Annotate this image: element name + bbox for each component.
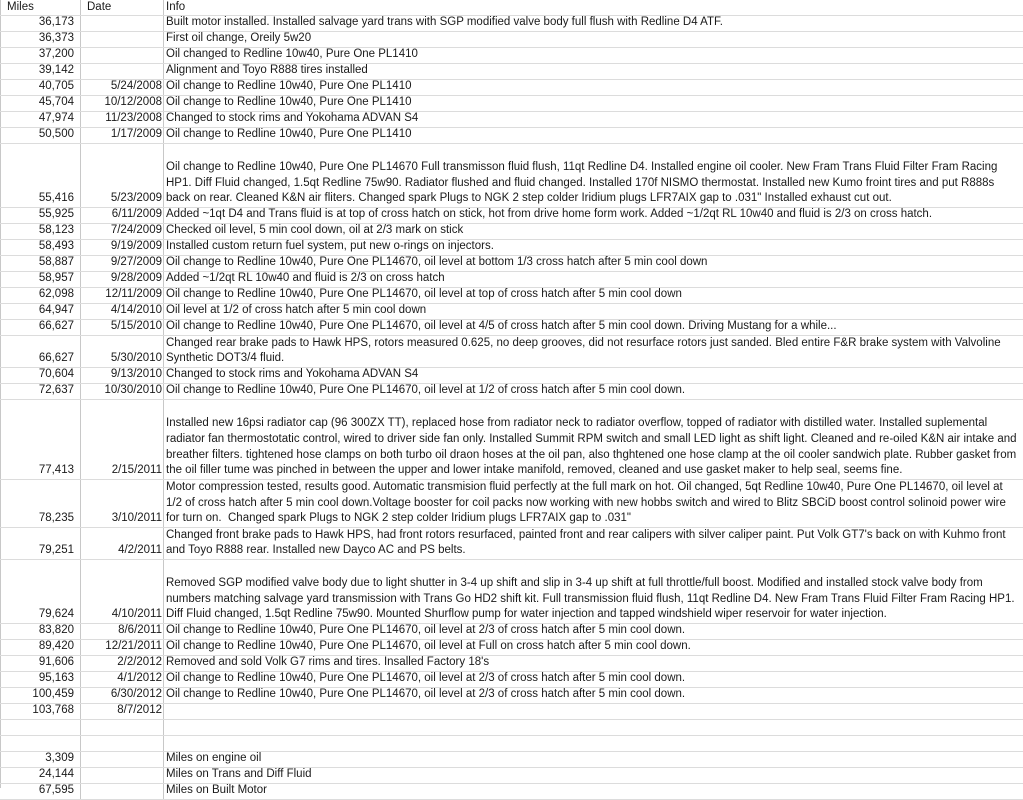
cell-info[interactable]: Changed to stock rims and Yokohama ADVAN S4 (166, 368, 419, 381)
table-row (0, 224, 1023, 240)
header-date[interactable]: Date (81, 0, 164, 15)
cell-info[interactable]: Oil change to Redline 10w40, Pure One PL14670, oil level at top of cross hatch after 5 min cool down (166, 288, 682, 301)
table-row (0, 736, 1023, 752)
table-row (0, 80, 1023, 96)
table-row (0, 768, 1023, 784)
cell-miles[interactable]: 67,595 (0, 784, 81, 799)
cell-info[interactable]: Changed front brake pads to Hawk HPS, had front rotors resurfaced, painted front and rear calipers with silver caliper paint. Put Volk GT7's back on with Kuhmo front and Toyo R888 rear. Installed new Dayco AC and PS belts. (166, 528, 1009, 557)
cell-info[interactable]: Oil change to Redline 10w40, Pure One PL1410 (166, 128, 412, 141)
table-row (0, 656, 1023, 672)
cell-info[interactable]: Removed SGP modified valve body due to light shutter in 3-4 up shift and slip in 3-4 up shift at full throttle/full boost. Modified and installed stock valve body from numbers matching salvage yard transmission with Trans Go HD2 shift kit. Full transmission fluid flush, 11qt Redline D4. New Fram Trans Fluid Filter Fram Racing HP1. Diff Fluid changed, 1.5qt Redline 75w90. Mounted Shurflow pump for water injection and tapped windshield wiper reservoir for water injection. (166, 576, 1018, 621)
cell-date[interactable]: 12/11/2009 (81, 288, 164, 303)
table-row (0, 560, 1023, 624)
table-row (0, 624, 1023, 640)
table-row (0, 752, 1023, 768)
cell-miles[interactable]: 55,416 (0, 144, 81, 207)
header-miles[interactable]: Miles (0, 0, 81, 15)
cell-info[interactable]: Oil change to Redline 10w40, Pure One PL14670, oil level at bottom 1/3 cross hatch after 5 min cool down (166, 256, 708, 269)
cell-miles[interactable]: 50,500 (0, 128, 81, 143)
cell-date[interactable] (81, 720, 164, 735)
table-row (0, 640, 1023, 656)
cell-info[interactable]: Changed rear brake pads to Hawk HPS, rotors measured 0.625, no deep grooves, did not resurface rotors just sanded. Bled entire F&R brake system with Valvoline Synthetic DOT3/4 fluid. (166, 336, 1004, 365)
cell-date[interactable]: 2/2/2012 (81, 656, 164, 671)
cell-date[interactable]: 3/10/2011 (81, 480, 164, 527)
cell-info[interactable] (164, 720, 1023, 735)
table-body (0, 16, 1023, 800)
cell-date[interactable]: 5/30/2010 (81, 336, 164, 367)
cell-date[interactable]: 5/15/2010 (81, 320, 164, 335)
cell-info[interactable]: Oil change to Redline 10w40, Pure One PL1410 (166, 80, 412, 93)
cell-info[interactable]: Miles on Trans and Diff Fluid (166, 768, 312, 781)
cell-info[interactable]: Oil change to Redline 10w40, Pure One PL14670 Full transmisson fluid flush, 11qt Redline D4. Installed engine oil cooler. New Fram Trans Fluid Filter Fram Racing HP1. Diff Fluid changed, 1.5qt Redline 75w90. Radiator flushed and fluid changed. Installed 170f NISMO thermostat. Installed new Kumo froint tires and put R888s back on rear. Cleaned K&N air fliters. Changed spark Plugs to NGK 2 step colder Iridium plugs LFR7AIX gap to .031" Installed exhaust cut out. (166, 160, 1001, 205)
cell-miles[interactable]: 58,957 (0, 272, 81, 287)
cell-date[interactable]: 4/10/2011 (81, 560, 164, 623)
table-row (0, 112, 1023, 128)
cell-date[interactable]: 9/13/2010 (81, 368, 164, 383)
cell-date[interactable]: 8/7/2012 (81, 704, 164, 719)
cell-info[interactable]: Oil change to Redline 10w40, Pure One PL14670, oil level at 4/5 of cross hatch after 5 min cool down. Driving Mustang for a while... (166, 320, 837, 333)
cell-date[interactable]: 1/17/2009 (81, 128, 164, 143)
cell-date[interactable]: 9/27/2009 (81, 256, 164, 271)
cell-miles[interactable]: 79,251 (0, 528, 81, 559)
cell-date[interactable]: 4/14/2010 (81, 304, 164, 319)
cell-miles[interactable]: 40,705 (0, 80, 81, 95)
cell-miles[interactable]: 64,947 (0, 304, 81, 319)
cell-miles[interactable]: 58,493 (0, 240, 81, 255)
header-row (0, 0, 1023, 16)
cell-miles[interactable]: 58,123 (0, 224, 81, 239)
cell-date[interactable]: 5/24/2008 (81, 80, 164, 95)
table-row (0, 480, 1023, 528)
cell-info[interactable]: Motor compression tested, results good. Automatic transmision fluid perfectly at the full mark on hot. Oil changed, 5qt Redline 10w40, Pure One PL14670, oil level at 1/2 of cross hatch after 5 min cool down.Voltage booster for coil packs now working with new hobbs switch and wired to Blitz SBCiD boost control solinoid power wire for turn on. Changed spark Plugs to NGK 2 step colder Iridium plugs LFR7AIX gap to .031" (166, 480, 1010, 525)
cell-miles[interactable] (0, 720, 81, 735)
cell-date[interactable] (81, 48, 164, 63)
table-row (0, 384, 1023, 400)
cell-date[interactable]: 4/2/2011 (81, 528, 164, 559)
table-row (0, 240, 1023, 256)
cell-miles[interactable]: 91,606 (0, 656, 81, 671)
cell-date[interactable]: 11/23/2008 (81, 112, 164, 127)
header-info[interactable]: Info (166, 0, 186, 13)
cell-date[interactable]: 2/15/2011 (81, 400, 164, 479)
cell-miles[interactable]: 79,624 (0, 560, 81, 623)
cell-miles[interactable]: 72,637 (0, 384, 81, 399)
cell-date[interactable] (81, 784, 164, 799)
table-row (0, 48, 1023, 64)
table-row (0, 336, 1023, 368)
cell-date[interactable] (81, 64, 164, 79)
cell-info[interactable]: Oil change to Redline 10w40, Pure One PL1410 (166, 96, 412, 109)
cell-info[interactable]: Installed custom return fuel system, put new o-rings on injectors. (166, 240, 494, 253)
table-row (0, 96, 1023, 112)
cell-date[interactable]: 9/28/2009 (81, 272, 164, 287)
table-row (0, 720, 1023, 736)
cell-miles[interactable]: 103,768 (0, 704, 81, 719)
table-row (0, 208, 1023, 224)
cell-info[interactable]: Alignment and Toyo R888 tires installed (166, 64, 368, 77)
cell-miles[interactable]: 24,144 (0, 768, 81, 783)
table-row (0, 144, 1023, 208)
cell-miles[interactable]: 70,604 (0, 368, 81, 383)
cell-miles[interactable]: 78,235 (0, 480, 81, 527)
cell-info[interactable]: Oil change to Redline 10w40, Pure One PL14670, oil level at Full on cross hatch after 5 min cool down. (166, 640, 691, 653)
cell-info[interactable]: Installed new 16psi radiator cap (96 300ZX TT), replaced hose from radiator neck to radiator overflow, topped of radiator with distilled water. Installed suplemental radiator fan thermostotatic control, wired to driver side fan only. Installed Summit RPM switch and small LED light as shift light. Cleaned and re-oiled K&N air intake and breather filters. tightened hose clamps on both turbo oil draon hoses at the oil pan, also thghtened one hose clamp at the oil cooler sandwich plate. Rubber gasket from the oil filler tume was pinched in between the upper and lower intake manifold, removed, cleaned and use gasket maker to help seal, seems fine. (166, 417, 1020, 477)
cell-miles[interactable]: 45,704 (0, 96, 81, 111)
cell-miles[interactable]: 89,420 (0, 640, 81, 655)
table-row (0, 16, 1023, 32)
cell-miles[interactable] (0, 736, 81, 751)
cell-date[interactable] (81, 752, 164, 767)
cell-miles[interactable]: 66,627 (0, 320, 81, 335)
cell-miles[interactable]: 36,173 (0, 16, 81, 31)
cell-info[interactable]: Oil change to Redline 10w40, Pure One PL14670, oil level at 2/3 of cross hatch after 5 min cool down. (166, 688, 686, 701)
cell-info[interactable]: Oil change to Redline 10w40, Pure One PL14670, oil level at 1/2 of cross hatch after 5 min cool down. (166, 384, 686, 397)
cell-miles[interactable]: 83,820 (0, 624, 81, 639)
cell-date[interactable] (81, 16, 164, 31)
cell-date[interactable]: 12/21/2011 (81, 640, 164, 655)
cell-date[interactable]: 9/19/2009 (81, 240, 164, 255)
table-row (0, 400, 1023, 480)
cell-miles[interactable]: 36,373 (0, 32, 81, 47)
table-row (0, 128, 1023, 144)
table-row (0, 288, 1023, 304)
cell-miles[interactable]: 39,142 (0, 64, 81, 79)
cell-date[interactable]: 6/30/2012 (81, 688, 164, 703)
cell-info[interactable]: First oil change, Oreily 5w20 (166, 32, 312, 45)
cell-info[interactable]: Miles on engine oil (166, 752, 262, 765)
table-row (0, 704, 1023, 720)
cell-miles[interactable]: 95,163 (0, 672, 81, 687)
table-row (0, 272, 1023, 288)
table-row (0, 688, 1023, 704)
cell-date[interactable]: 10/12/2008 (81, 96, 164, 111)
cell-date[interactable]: 5/23/2009 (81, 144, 164, 207)
cell-info[interactable]: Built motor installed. Installed salvage yard trans with SGP modified valve body full flush with Redline D4 ATF. (166, 16, 723, 29)
cell-miles[interactable]: 37,200 (0, 48, 81, 63)
cell-info[interactable]: Miles on Built Motor (166, 784, 267, 797)
table-row (0, 32, 1023, 48)
cell-date[interactable]: 7/24/2009 (81, 224, 164, 239)
table-row (0, 256, 1023, 272)
cell-info[interactable]: Checked oil level, 5 min cool down, oil at 2/3 mark on stick (166, 224, 464, 237)
cell-info[interactable]: Oil level at 1/2 of cross hatch after 5 min cool down (166, 304, 427, 317)
cell-info[interactable]: Removed and sold Volk G7 rims and tires. Insalled Factory 18's (166, 656, 490, 669)
cell-info[interactable] (164, 736, 1023, 751)
table-row (0, 64, 1023, 80)
cell-date[interactable] (81, 768, 164, 783)
table-row (0, 784, 1023, 800)
cell-date[interactable] (81, 32, 164, 47)
cell-date[interactable]: 4/1/2012 (81, 672, 164, 687)
table-row (0, 672, 1023, 688)
cell-date[interactable]: 8/6/2011 (81, 624, 164, 639)
cell-date[interactable] (81, 736, 164, 751)
cell-miles[interactable]: 55,925 (0, 208, 81, 223)
cell-info[interactable]: Added ~1/2qt RL 10w40 and fluid is 2/3 on cross hatch (166, 272, 445, 285)
table-row (0, 368, 1023, 384)
cell-miles[interactable]: 58,887 (0, 256, 81, 271)
cell-info[interactable]: Added ~1qt D4 and Trans fluid is at top of cross hatch on stick, hot from drive home form work. Added ~1/2qt RL 10w40 and fluid is 2/3 on cross hatch. (166, 208, 933, 221)
cell-info[interactable]: Changed to stock rims and Yokohama ADVAN S4 (166, 112, 419, 125)
cell-date[interactable]: 6/11/2009 (81, 208, 164, 223)
table-row (0, 320, 1023, 336)
cell-miles[interactable]: 66,627 (0, 336, 81, 367)
cell-miles[interactable]: 77,413 (0, 400, 81, 479)
cell-date[interactable]: 10/30/2010 (81, 384, 164, 399)
cell-info[interactable]: Oil changed to Redline 10w40, Pure One PL1410 (166, 48, 418, 61)
cell-miles[interactable]: 62,098 (0, 288, 81, 303)
cell-miles[interactable]: 100,459 (0, 688, 81, 703)
cell-miles[interactable]: 3,309 (0, 752, 81, 767)
cell-info[interactable]: Oil change to Redline 10w40, Pure One PL14670, oil level at 2/3 of cross hatch after 5 min cool down. (166, 672, 686, 685)
table-row (0, 528, 1023, 560)
cell-info[interactable] (164, 704, 1023, 719)
cell-info[interactable]: Oil change to Redline 10w40, Pure One PL14670, oil level at 2/3 of cross hatch after 5 min cool down. (166, 624, 686, 637)
cell-miles[interactable]: 47,974 (0, 112, 81, 127)
table-row (0, 304, 1023, 320)
